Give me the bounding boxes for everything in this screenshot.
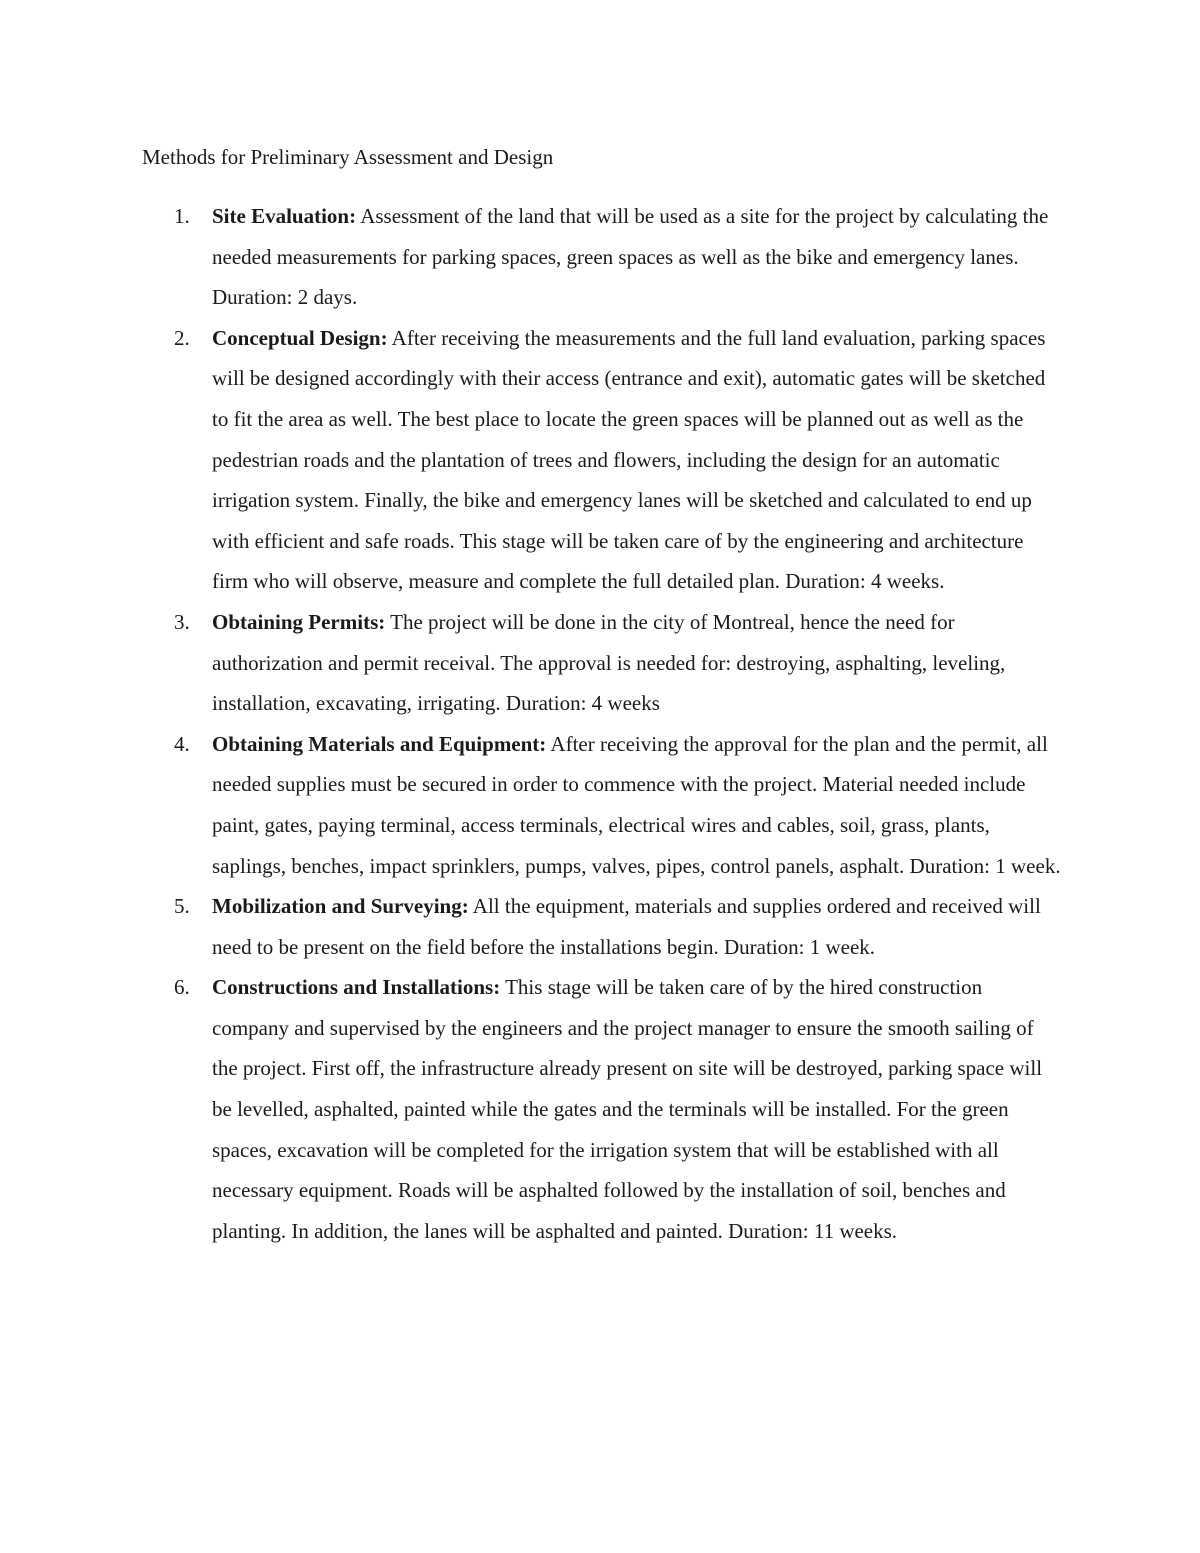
step-heading: Mobilization and Surveying: xyxy=(212,894,469,919)
step-number: 4. xyxy=(174,731,190,756)
step-text: After receiving the approval for the plan and the permit, all needed supplies must be secured in order to commence with the project. Material needed include paint, gates, paying terminal, access terminals, electrical wires and cables, soil, grass, plants, saplings, benches, impact sprinklers, pumps, valves, pipes, control panels, asphalt. Duration: 1 week. xyxy=(212,731,1061,878)
step-heading: Constructions and Installations: xyxy=(212,975,501,1000)
step-number: 1. xyxy=(174,204,190,228)
step-number: 2. xyxy=(174,325,190,350)
document-title: Methods for Preliminary Assessment and Design xyxy=(142,145,554,169)
step-text: This stage will be taken care of by the hired construction company and supervised by the engineers and the project manager to ensure the smooth sailing of the project. First off, the infrastructure already present on site will be destroyed, parking space will be levelled, asphalted, painted while the gates and the terminals will be installed. For the green spaces, excavation will be completed for the irrigation system that will be established with all necessary equipment. Roads will be asphalted followed by the installation of soil, benches and planting. In addition, the lanes will be asphalted and painted. Duration: 11 weeks. xyxy=(212,975,1043,1243)
step-item-mobilization-surveying xyxy=(142,886,1062,967)
step-item-site-evaluation xyxy=(142,196,1062,318)
step-heading: Obtaining Materials and Equipment: xyxy=(212,731,547,756)
step-item-materials-equipment xyxy=(142,724,1062,886)
step-text: The project will be done in the city of Montreal, hence the need for authorization and permit receival. The approval is needed for: destroying, asphalting, leveling, installation, excavating, irrigating. Duration: 4 weeks xyxy=(212,609,1006,716)
step-text: Assessment of the land that will be used as a site for the project by calculating the needed measurements for parking spaces, green spaces as well as the bike and emergency lanes. Duration: 2 days. xyxy=(212,204,1049,310)
step-text: All the equipment, materials and supplies ordered and received will need to be present on the field before the installations begin. Duration: 1 week. xyxy=(212,894,1041,959)
step-number: 5. xyxy=(174,894,190,919)
step-number: 3. xyxy=(174,609,190,634)
step-number: 6. xyxy=(174,975,190,1000)
step-item-conceptual-design xyxy=(142,318,1062,602)
step-text: After receiving the measurements and the full land evaluation, parking spaces will be designed accordingly with their access (entrance and exit), automatic gates will be sketched to fit the area as well. The best place to locate the green spaces will be planned out as well as the pedestrian roads and the plantation of trees and flowers, including the design for an automatic irrigation system. Finally, the bike and emergency lanes will be sketched and calculated to end up with efficient and safe roads. This stage will be taken care of by the engineering and architecture firm who will observe, measure and complete the full detailed plan. Duration: 4 weeks. xyxy=(212,325,1046,594)
step-heading: Site Evaluation: xyxy=(212,204,357,228)
step-heading: Obtaining Permits: xyxy=(212,609,386,634)
step-heading: Conceptual Design: xyxy=(212,325,388,350)
step-item-obtaining-permits xyxy=(142,602,1062,724)
step-item-constructions-installations xyxy=(142,967,1062,1251)
steps-list xyxy=(142,196,1062,1251)
